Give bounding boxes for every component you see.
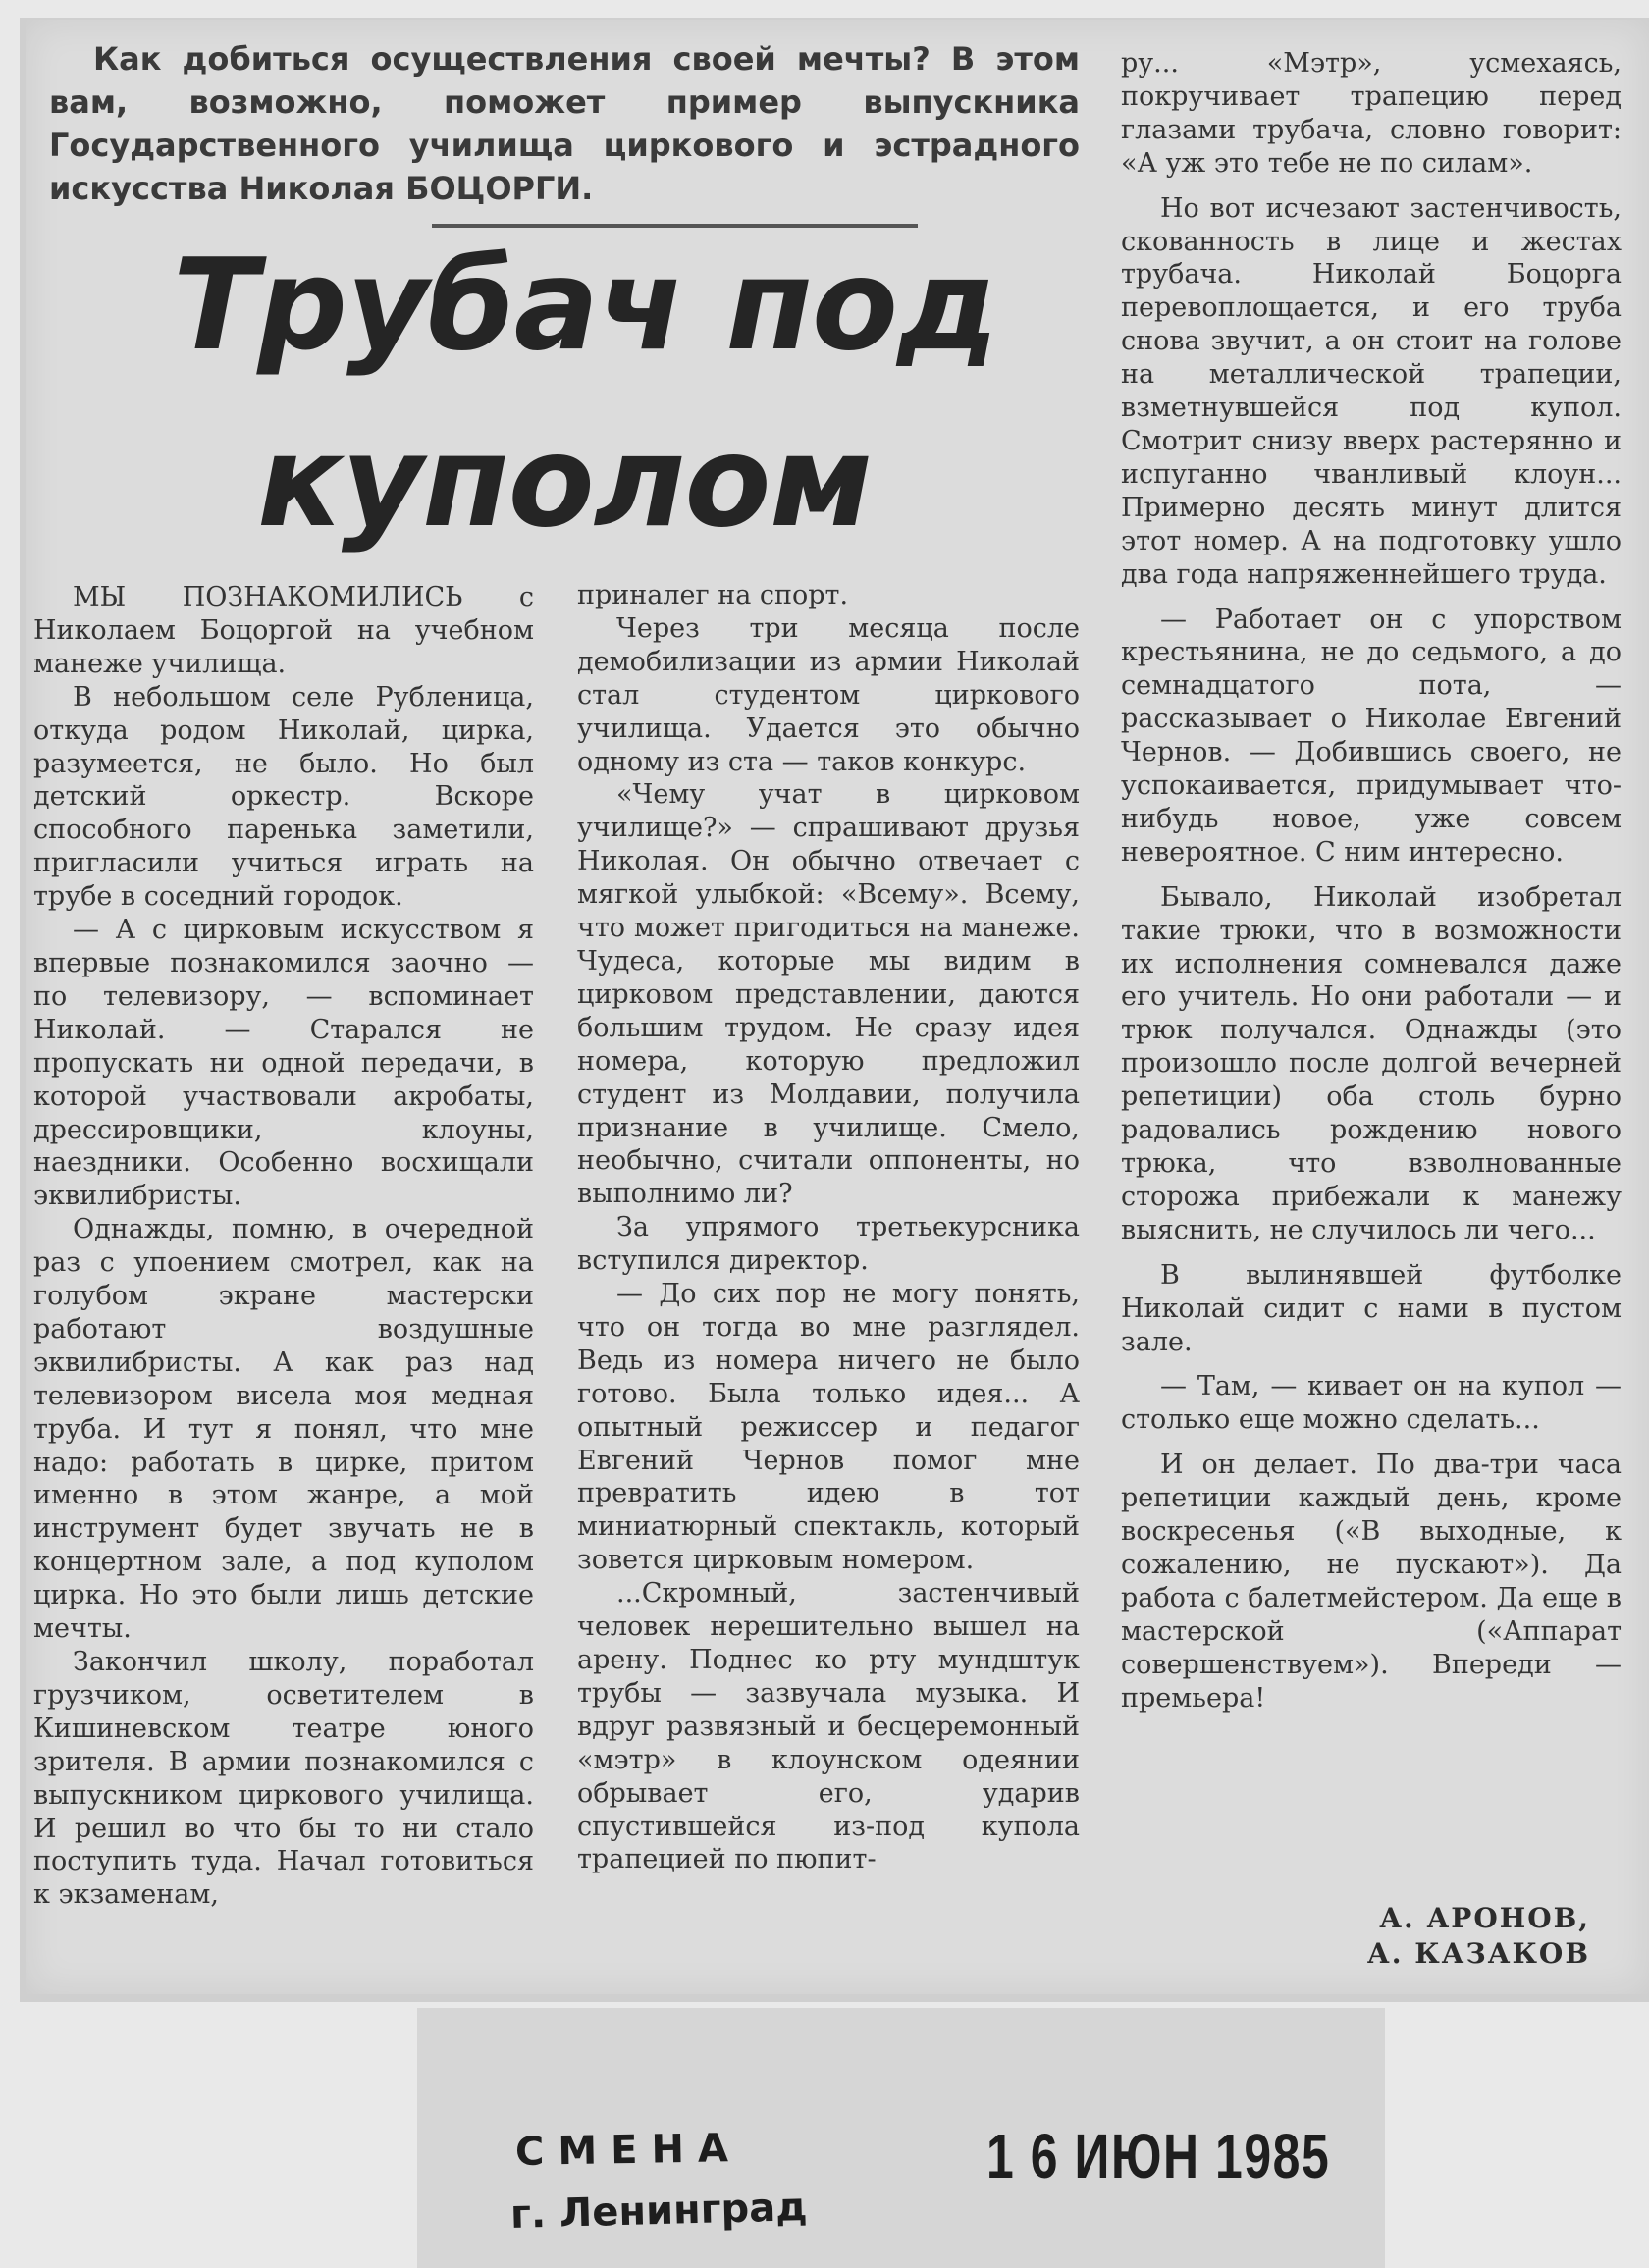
paragraph: В вылинявшей футболке Николай сидит с нами в пустом зале. <box>1121 1259 1622 1357</box>
stamp-city: г. Ленинград <box>509 2185 809 2238</box>
paragraph: «Чему учат в цирковом училище?» — спрашивают друзья Николая. Он обычно отвечает с мягкой улыбкой: «Всему». Всему, что может пригодиться на манеже. Чудеса, которые мы видим в цирковом представлении, даются большим трудом. Не сразу идея номера, которую предложил студент из Молдавии, получила признание в училище. Смело, необычно, считали оппоненты, но выполнимо ли? <box>577 779 1080 1210</box>
paragraph: За упрямого третьекурсника вступился директор. <box>577 1212 1080 1277</box>
paragraph: ру... «Мэтр», усмехаясь, покручивает трапецию перед глазами трубача, словно говорит: «А уж это тебе не по силам». <box>1121 48 1622 179</box>
paragraph: — А с цирковым искусством я впервые познакомился заочно — по телевизору, — вспоминает Николай. — Старался не пропускать ни одной передачи, в которой участвовали акробаты, дрессировщики, клоуны, наездники. Особенно восхищали эквилибристы. <box>33 915 534 1212</box>
paragraph: Через три месяца после демобилизации из армии Николай стал студентом циркового училища. Удается это обычно одному из ста — таков конкурс. <box>577 612 1080 777</box>
author-name: А. КАЗАКОВ <box>1366 1937 1590 1970</box>
paragraph: МЫ ПОЗНАКОМИЛИСЬ с Николаем Боцоргой на учебном манеже училища. <box>33 582 534 679</box>
headline-line-1: Трубач под <box>173 233 998 379</box>
author-name: А. АРОНОВ, <box>1379 1902 1590 1934</box>
paragraph: — Там, — кивает он на купол — столько еще можно сделать... <box>1121 1371 1622 1436</box>
article-column-2 <box>577 579 1080 1876</box>
article-lead: Как добиться осуществления своей мечты? В этом вам, возможно, поможет пример выпускника Государственного училища циркового и эстрадного искусства Николая БОЦОРГИ. <box>49 40 1080 207</box>
paragraph: — До сих пор не могу понять, что он тогда во мне разглядел. Ведь из номера ничего не было готово. Была только идея... А опытный режиссер и педагог Евгений Чернов помог мне превратить идею в тот миниатюрный спектакль, который зовется цирковым номером. <box>577 1279 1080 1576</box>
paragraph: Однажды, помню, в очередной раз с упоением смотрел, как на голубом экране мастерски работают воздушные эквилибристы. А как раз над телевизором висела моя медная труба. И тут я понял, что мне надо: работать в цирке, притом именно в этом жанре, а мой инструмент будет звучать не в концертном зале, а под куполом цирка. Но это были лишь детские мечты. <box>33 1214 534 1645</box>
article-column-1 <box>33 581 534 1912</box>
headline-line-2: куполом <box>257 409 872 555</box>
headline-divider <box>432 224 918 228</box>
stamp-date: 1 6 ИЮН 1985 <box>986 2121 1331 2191</box>
paragraph: Закончил школу, поработал грузчиком, осветителем в Кишиневском театре юного зрителя. В армии познакомился с выпускником циркового училища. И решил во что бы то ни стало поступить туда. Начал готовиться к экзаменам, <box>33 1647 534 1911</box>
paragraph: В небольшом селе Рубленица, откуда родом Николай, цирка, разумеется, не было. Но был детский оркестр. Вскоре способного паренька заметили, пригласили учиться играть на трубе в соседний городок. <box>33 681 534 913</box>
article-column-3 <box>1121 47 1622 1715</box>
paragraph: приналег на спорт. <box>577 580 849 610</box>
paragraph: — Работает он с упорством крестьянина, не до седьмого, а до семнадцатого пота, — рассказывает о Николае Евгений Чернов. — Добившись своего, не успокаивается, придумывает что-нибудь новое, уже совсем невероятное. С ним интересно. <box>1121 604 1622 868</box>
paragraph: ...Скромный, застенчивый человек нерешительно вышел на арену. Поднес ко рту мундштук трубы — зазвучала музыка. И вдруг развязный и бесцеремонный «мэтр» в клоунском одеянии обрывает его, ударив спустившейся из-под купола трапецией по пюпит- <box>577 1578 1080 1875</box>
article-byline <box>1305 1901 1590 1972</box>
paragraph: И он делает. По два-три часа репетиции каждый день, кроме воскресенья («В выходные, к сожалению, не пускают»). Да работа с балетмейстером. Да еще в мастерской («Аппарат совершенствуем»). Впереди — премьера! <box>1121 1450 1622 1714</box>
paragraph: Бывало, Николай изобретал такие трюки, что в возможности их исполнения сомневался даже его учитель. Но они работали — и трюк получался. Однажды (это произошло после долгой вечерней репетиции) оба столь бурно радовались рождению нового трюка, что взволнованные сторожа прибежали к манежу выяснить, не случилось ли чего... <box>1121 881 1622 1245</box>
paragraph: Но вот исчезают застенчивость, скованность в лице и жестах трубача. Николай Боцорга перевоплощается, и его труба снова звучит, а он стоит на голове на металлической трапеции, взметнувшейся под купол. Смотрит снизу вверх растерянно и испуганно чванливый клоун... Примерно десять минут длится этот номер. А на подготовку ушло два года напряженнейшего труда. <box>1121 192 1622 590</box>
stamp-newspaper-name: СМЕНА <box>514 2125 743 2176</box>
